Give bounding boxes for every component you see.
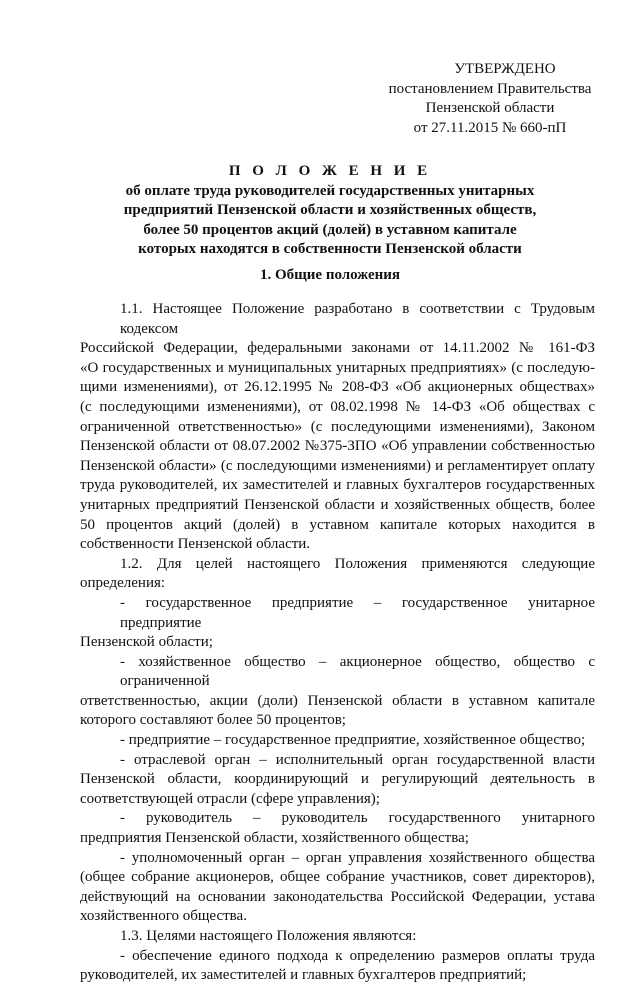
title-heading: П О Л О Ж Е Н И Е — [228, 163, 432, 179]
body-line: 1.2. Для целей настоящего Положения применяются следующие — [120, 555, 595, 572]
body-line: действующий на основании законодательства Российской Федерации, устава — [80, 888, 595, 905]
body-line: - уполномоченный орган – орган управления хозяйственного общества — [120, 849, 595, 866]
title-line: об оплате труда руководителей государственных унитарных — [125, 182, 535, 199]
body-line: «О государственных и муниципальных унитарных предприятиях» (с последую- — [80, 359, 595, 376]
document-title — [70, 162, 590, 260]
body-line: 50 процентов акций (долей) в уставном капитале которых находится в — [80, 516, 595, 533]
approval-date: от 27.11.2015 № 660-пП — [413, 119, 567, 136]
body-line: ограниченной ответственностью» (с последующими изменениями), Законом — [80, 418, 595, 435]
approval-stamp — [370, 60, 610, 138]
body-line: - государственное предприятие – государственное унитарное предприятие — [120, 594, 595, 631]
body-line: собственности Пензенской области. — [80, 536, 311, 553]
body-text — [80, 300, 595, 986]
body-line: щими изменениями), от 26.12.1995 № 208-ФЗ «Об акционерных обществах» — [80, 379, 595, 396]
body-line: соответствующей отрасли (сфере управления); — [80, 790, 380, 807]
approval-line: Пензенской области — [425, 100, 555, 116]
body-line: - руководитель – руководитель государственного унитарного — [120, 810, 595, 827]
body-line: Пензенской области; — [80, 634, 213, 651]
body-line: 1.1. Настоящее Положение разработано в соответствии с Трудовым кодексом — [120, 301, 595, 337]
body-line: которого составляют более 50 процентов; — [80, 712, 346, 729]
body-line: определения: — [80, 575, 166, 592]
body-line: хозяйственного общества. — [80, 908, 247, 925]
body-line: Пензенской области» (с последующими изменениями) и регламентирует оплату — [80, 457, 595, 474]
body-line: предприятия Пензенской области, хозяйственного общества; — [80, 830, 469, 847]
body-line: (общее собрание акционеров, общее собрание участников, совет директоров), — [80, 869, 595, 886]
body-line: - хозяйственное общество – акционерное общество, общество с ограниченной — [120, 653, 595, 690]
title-line: предприятий Пензенской области и хозяйственных обществ, — [123, 202, 537, 218]
body-line: труда руководителей, их заместителей и главных бухгалтеров государственных — [80, 477, 595, 494]
body-line: (с последующими изменениями), от 08.02.1998 № 14-ФЗ «Об обществах с — [80, 398, 595, 415]
approval-line: постановлением Правительства — [388, 80, 592, 97]
body-line: унитарных предприятий Пензенской области и хозяйственных обществ, более — [80, 496, 595, 513]
body-line: - отраслевой орган – исполнительный орган государственной власти — [120, 751, 595, 768]
body-line: Пензенской области, координирующий и регулирующий деятельность в — [80, 771, 595, 788]
section-heading: 1. Общие положения — [259, 267, 401, 283]
body-line: - обеспечение единого подхода к определению размеров оплаты труда — [120, 947, 595, 964]
body-line: Российской Федерации, федеральными законами от 14.11.2002 № 161-ФЗ — [80, 340, 595, 357]
body-line: Пензенской области от 08.07.2002 №375-ЗПО «Об управлении собственностью — [80, 438, 595, 455]
body-line: 1.3. Целями настоящего Положения являются: — [120, 928, 417, 944]
title-line: более 50 процентов акций (долей) в уставном капитале — [143, 221, 517, 238]
body-line: руководителей, их заместителей и главных бухгалтеров предприятий; — [80, 967, 527, 984]
title-line: которых находятся в собственности Пензенской области — [138, 241, 522, 257]
body-line: - предприятие – государственное предприятие, хозяйственное общество; — [120, 732, 586, 749]
approval-title: УТВЕРЖДЕНО — [454, 61, 556, 77]
body-line: ответственностью, акции (доли) Пензенской области в уставном капитале — [80, 692, 595, 709]
